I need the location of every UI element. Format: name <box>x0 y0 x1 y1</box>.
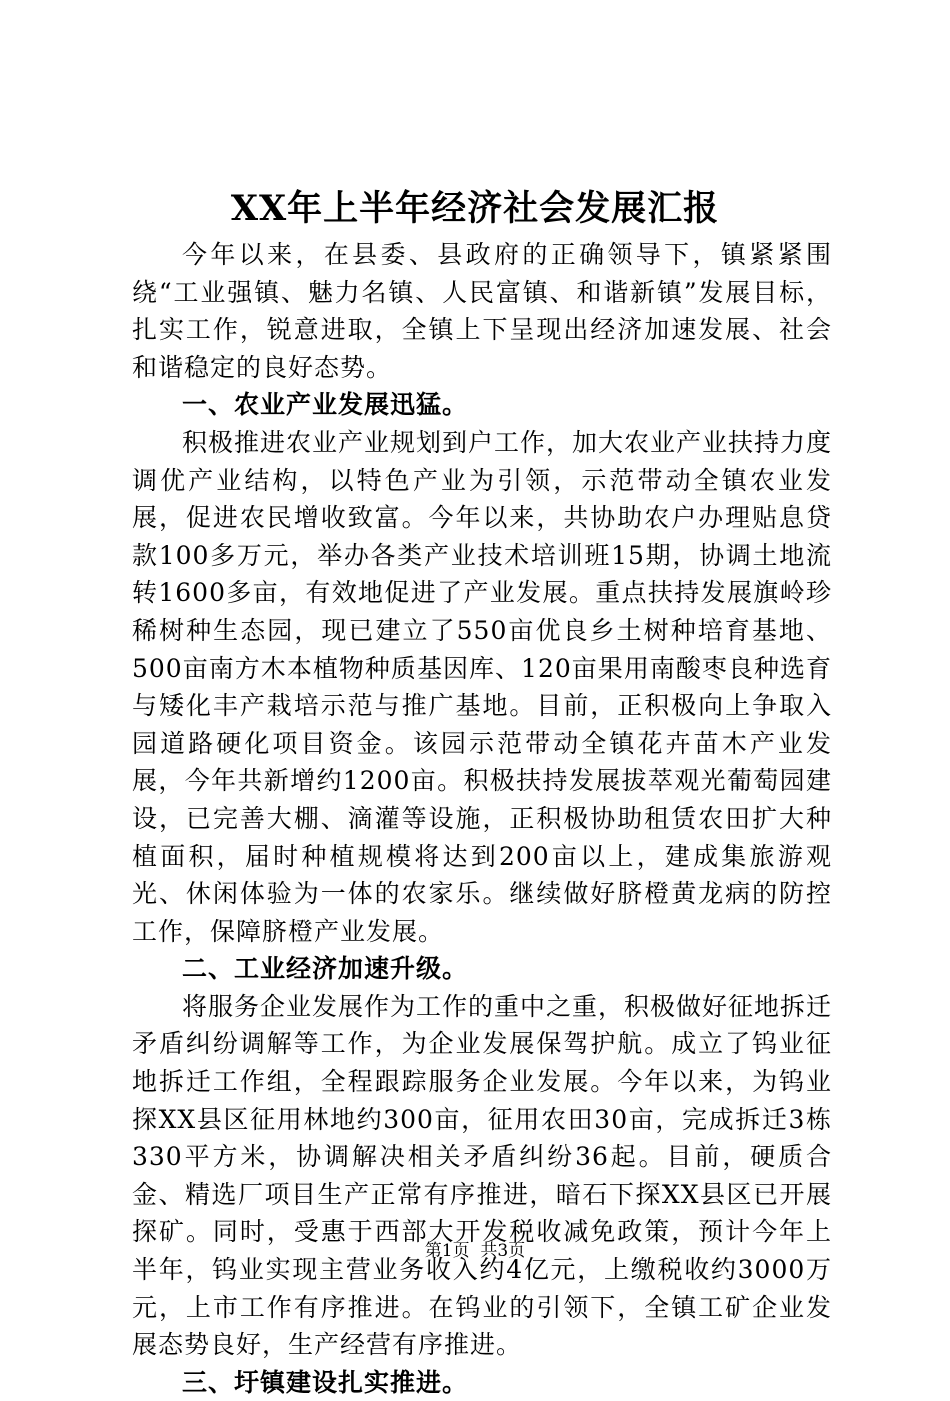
document-body <box>132 236 832 1401</box>
intro-paragraph: 今年以来，在县委、县政府的正确领导下，镇紧紧围绕“工业强镇、魅力名镇、人民富镇、和谐新镇”发展目标，扎实工作，锐意进取，全镇上下呈现出经济加速发展、社会和谐稳定的良好态势。 <box>132 240 832 382</box>
industry-paragraph: 将服务企业发展作为工作的重中之重，积极做好征地拆迁矛盾纠纷调解等工作，为企业发展保驾护航。成立了钨业征地拆迁工作组，全程跟踪服务企业发展。今年以来，为钨业探XX县区征用林地约300亩，征用农田30亩，完成拆迁3栋330平方米，协调解决相关矛盾纠纷36起。目前，硬质合金、精选厂项目生产正常有序推进，暗石下探XX县区已开展探矿。同时，受惠于西部大开发税收减免政策，预计今年上半年，钨业实现主营业务收入约4亿元，上缴税收约3000万元，上市工作有序推进。在钨业的引领下，全镇工矿企业发展态势良好，生产经营有序推进。 <box>132 991 833 1360</box>
agriculture-paragraph: 积极推进农业产业规划到户工作，加大农业产业扶持力度调优产业结构，以特色产业为引领，示范带动全镇农业发展，促进农民增收致富。今年以来，共协助农户办理贴息贷款100多万元，举办各类产业技术培训班15期，协调土地流转1600多亩，有效地促进了产业发展。重点扶持发展旗岭珍稀树种生态园，现已建立了550亩优良乡土树种培育基地、500亩南方木本植物种质基因库、120亩果用南酸枣良种选育与矮化丰产栽培示范与推广基地。目前，正积极向上争取入园道路硬化项目资金。该园示范带动全镇花卉苗木产业发展，今年共新增约1200亩。积极扶持发展拔萃观光葡萄园建设，已完善大棚、滴灌等设施，正积极协助租赁农田扩大种植面积，届时种植规模将达到200亩以上，建成集旅游观光、休闲体验为一体的农家乐。继续做好脐橙黄龙病的防控工作，保障脐橙产业发展。 <box>132 427 833 946</box>
page-footer: 第1页 共3页 <box>424 1241 526 1261</box>
document-title: XX年上半年经济社会发展汇报 <box>230 188 720 229</box>
section-heading-agriculture: 一、农业产业发展迅猛。 <box>182 390 469 420</box>
section-heading-town-construction: 三、圩镇建设扎实推进。 <box>182 1367 469 1397</box>
section-heading-industry: 二、工业经济加速升级。 <box>182 954 469 984</box>
